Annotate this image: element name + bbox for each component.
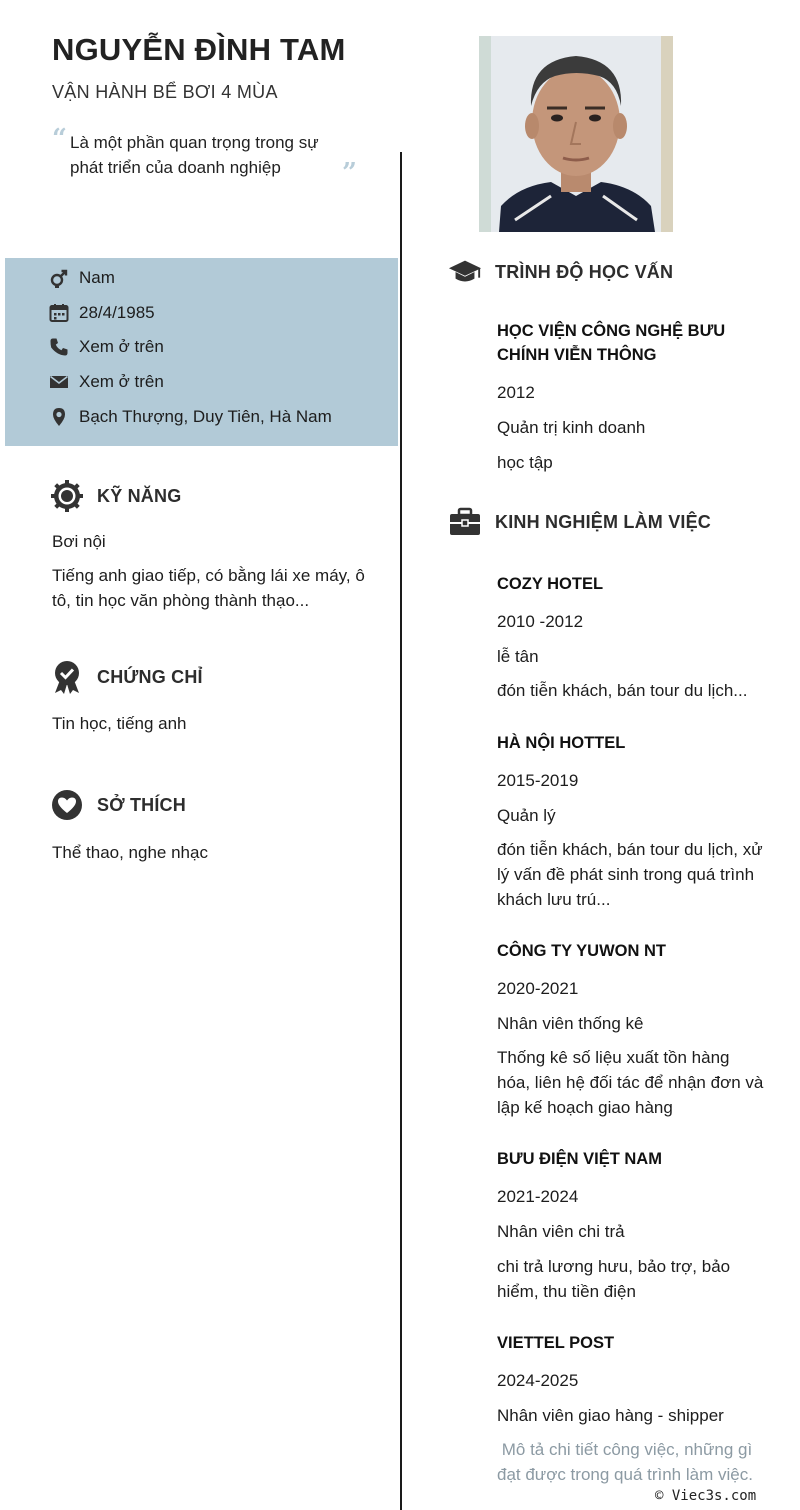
job-period: 2010 -2012 [497, 612, 584, 631]
education-note: học tập [497, 453, 553, 472]
job-period: 2015-2019 [497, 771, 579, 790]
email-icon [48, 371, 70, 393]
job-role: Nhân viên chi trả [497, 1222, 625, 1241]
school-name: HỌC VIỆN CÔNG NGHỆ BƯU CHÍNH VIỄN THÔNG [497, 322, 726, 364]
job-description: đón tiễn khách, bán tour du lịch... [497, 681, 748, 700]
location-pin-icon [48, 406, 70, 428]
hobbies-heading [50, 788, 186, 822]
graduation-cap-icon [448, 255, 482, 289]
education-major: Quản trị kinh doanh [497, 418, 646, 437]
skills-heading [50, 479, 181, 513]
gear-icon [50, 479, 84, 513]
certificates-heading [50, 660, 203, 694]
skills-heading-label: KỸ NĂNG [97, 485, 182, 506]
job-description-placeholder: Mô tả chi tiết công việc, những gì đạt được trong quá trình làm việc. [497, 1440, 757, 1484]
job-period: 2024-2025 [497, 1371, 579, 1390]
education-heading [448, 255, 673, 289]
info-gender [48, 266, 115, 290]
job-role: Nhân viên giao hàng - shipper [497, 1406, 724, 1425]
education-heading-label: TRÌNH ĐỘ HỌC VẤN [495, 261, 674, 282]
hobbies-text: Thể thao, nghe nhạc [52, 843, 208, 862]
job-company: BƯU ĐIỆN VIỆT NAM [497, 1150, 662, 1168]
experience-heading [448, 505, 711, 539]
job-company: COZY HOTEL [497, 575, 604, 593]
email-value: Xem ở trên [79, 372, 164, 391]
hobbies-heading-label: SỞ THÍCH [97, 794, 186, 815]
job-role: Quản lý [497, 806, 556, 825]
info-address [48, 405, 332, 429]
candidate-position: VẬN HÀNH BỂ BƠI 4 MÙA [52, 82, 278, 102]
job-description: đón tiễn khách, bán tour du lịch, xử lý vấn đề phát sinh trong quá trình khách lưu trú... [497, 840, 763, 909]
info-phone [48, 335, 164, 359]
job-company: CÔNG TY YUWON NT [497, 942, 666, 960]
education-year: 2012 [497, 383, 535, 402]
column-divider [400, 152, 402, 1510]
quote-open-icon: “ [52, 124, 67, 154]
job-description: chi trả lương hưu, bảo trợ, bảo hiểm, thu tiền điện [497, 1257, 731, 1301]
info-email [48, 370, 164, 394]
address-value: Bạch Thượng, Duy Tiên, Hà Nam [79, 407, 332, 426]
skill-item: Tiếng anh giao tiếp, có bằng lái xe máy, ô tô, tin học văn phòng thành thạo... [52, 566, 365, 610]
certificates-text: Tin học, tiếng anh [52, 714, 187, 733]
job-role: Nhân viên thống kê [497, 1014, 644, 1033]
heart-icon [50, 788, 84, 822]
experience-heading-label: KINH NGHIỆM LÀM VIỆC [495, 511, 712, 532]
job-role: lễ tân [497, 647, 539, 666]
candidate-name: NGUYỄN ĐÌNH TAM [52, 32, 346, 67]
gender-icon [48, 267, 70, 289]
phone-value: Xem ở trên [79, 337, 164, 356]
quote-text: Là một phần quan trọng trong sự phát triển của doanh nghiệp [70, 133, 319, 177]
info-dob [48, 301, 155, 325]
quote-close-icon: ” [342, 158, 357, 188]
job-company: HÀ NỘI HOTTEL [497, 734, 626, 752]
job-period: 2020-2021 [497, 979, 579, 998]
phone-icon [48, 336, 70, 358]
dob-value: 28/4/1985 [79, 303, 155, 322]
quote-block [52, 124, 362, 188]
job-company: VIETTEL POST [497, 1334, 615, 1352]
job-description: Thống kê số liệu xuất tồn hàng hóa, liên hệ đối tác để nhận đơn và lập kế hoạch giao hàng [497, 1048, 764, 1117]
profile-photo [479, 36, 673, 232]
certificate-badge-icon [50, 660, 84, 694]
calendar-icon [48, 302, 70, 324]
briefcase-icon [448, 505, 482, 539]
personal-info-panel [5, 258, 398, 446]
certificates-heading-label: CHỨNG CHỈ [97, 666, 203, 687]
gender-value: Nam [79, 268, 115, 287]
job-period: 2021-2024 [497, 1187, 579, 1206]
skill-item: Bơi nội [52, 532, 106, 551]
watermark-footer: © Viec3s.com [655, 1488, 757, 1504]
